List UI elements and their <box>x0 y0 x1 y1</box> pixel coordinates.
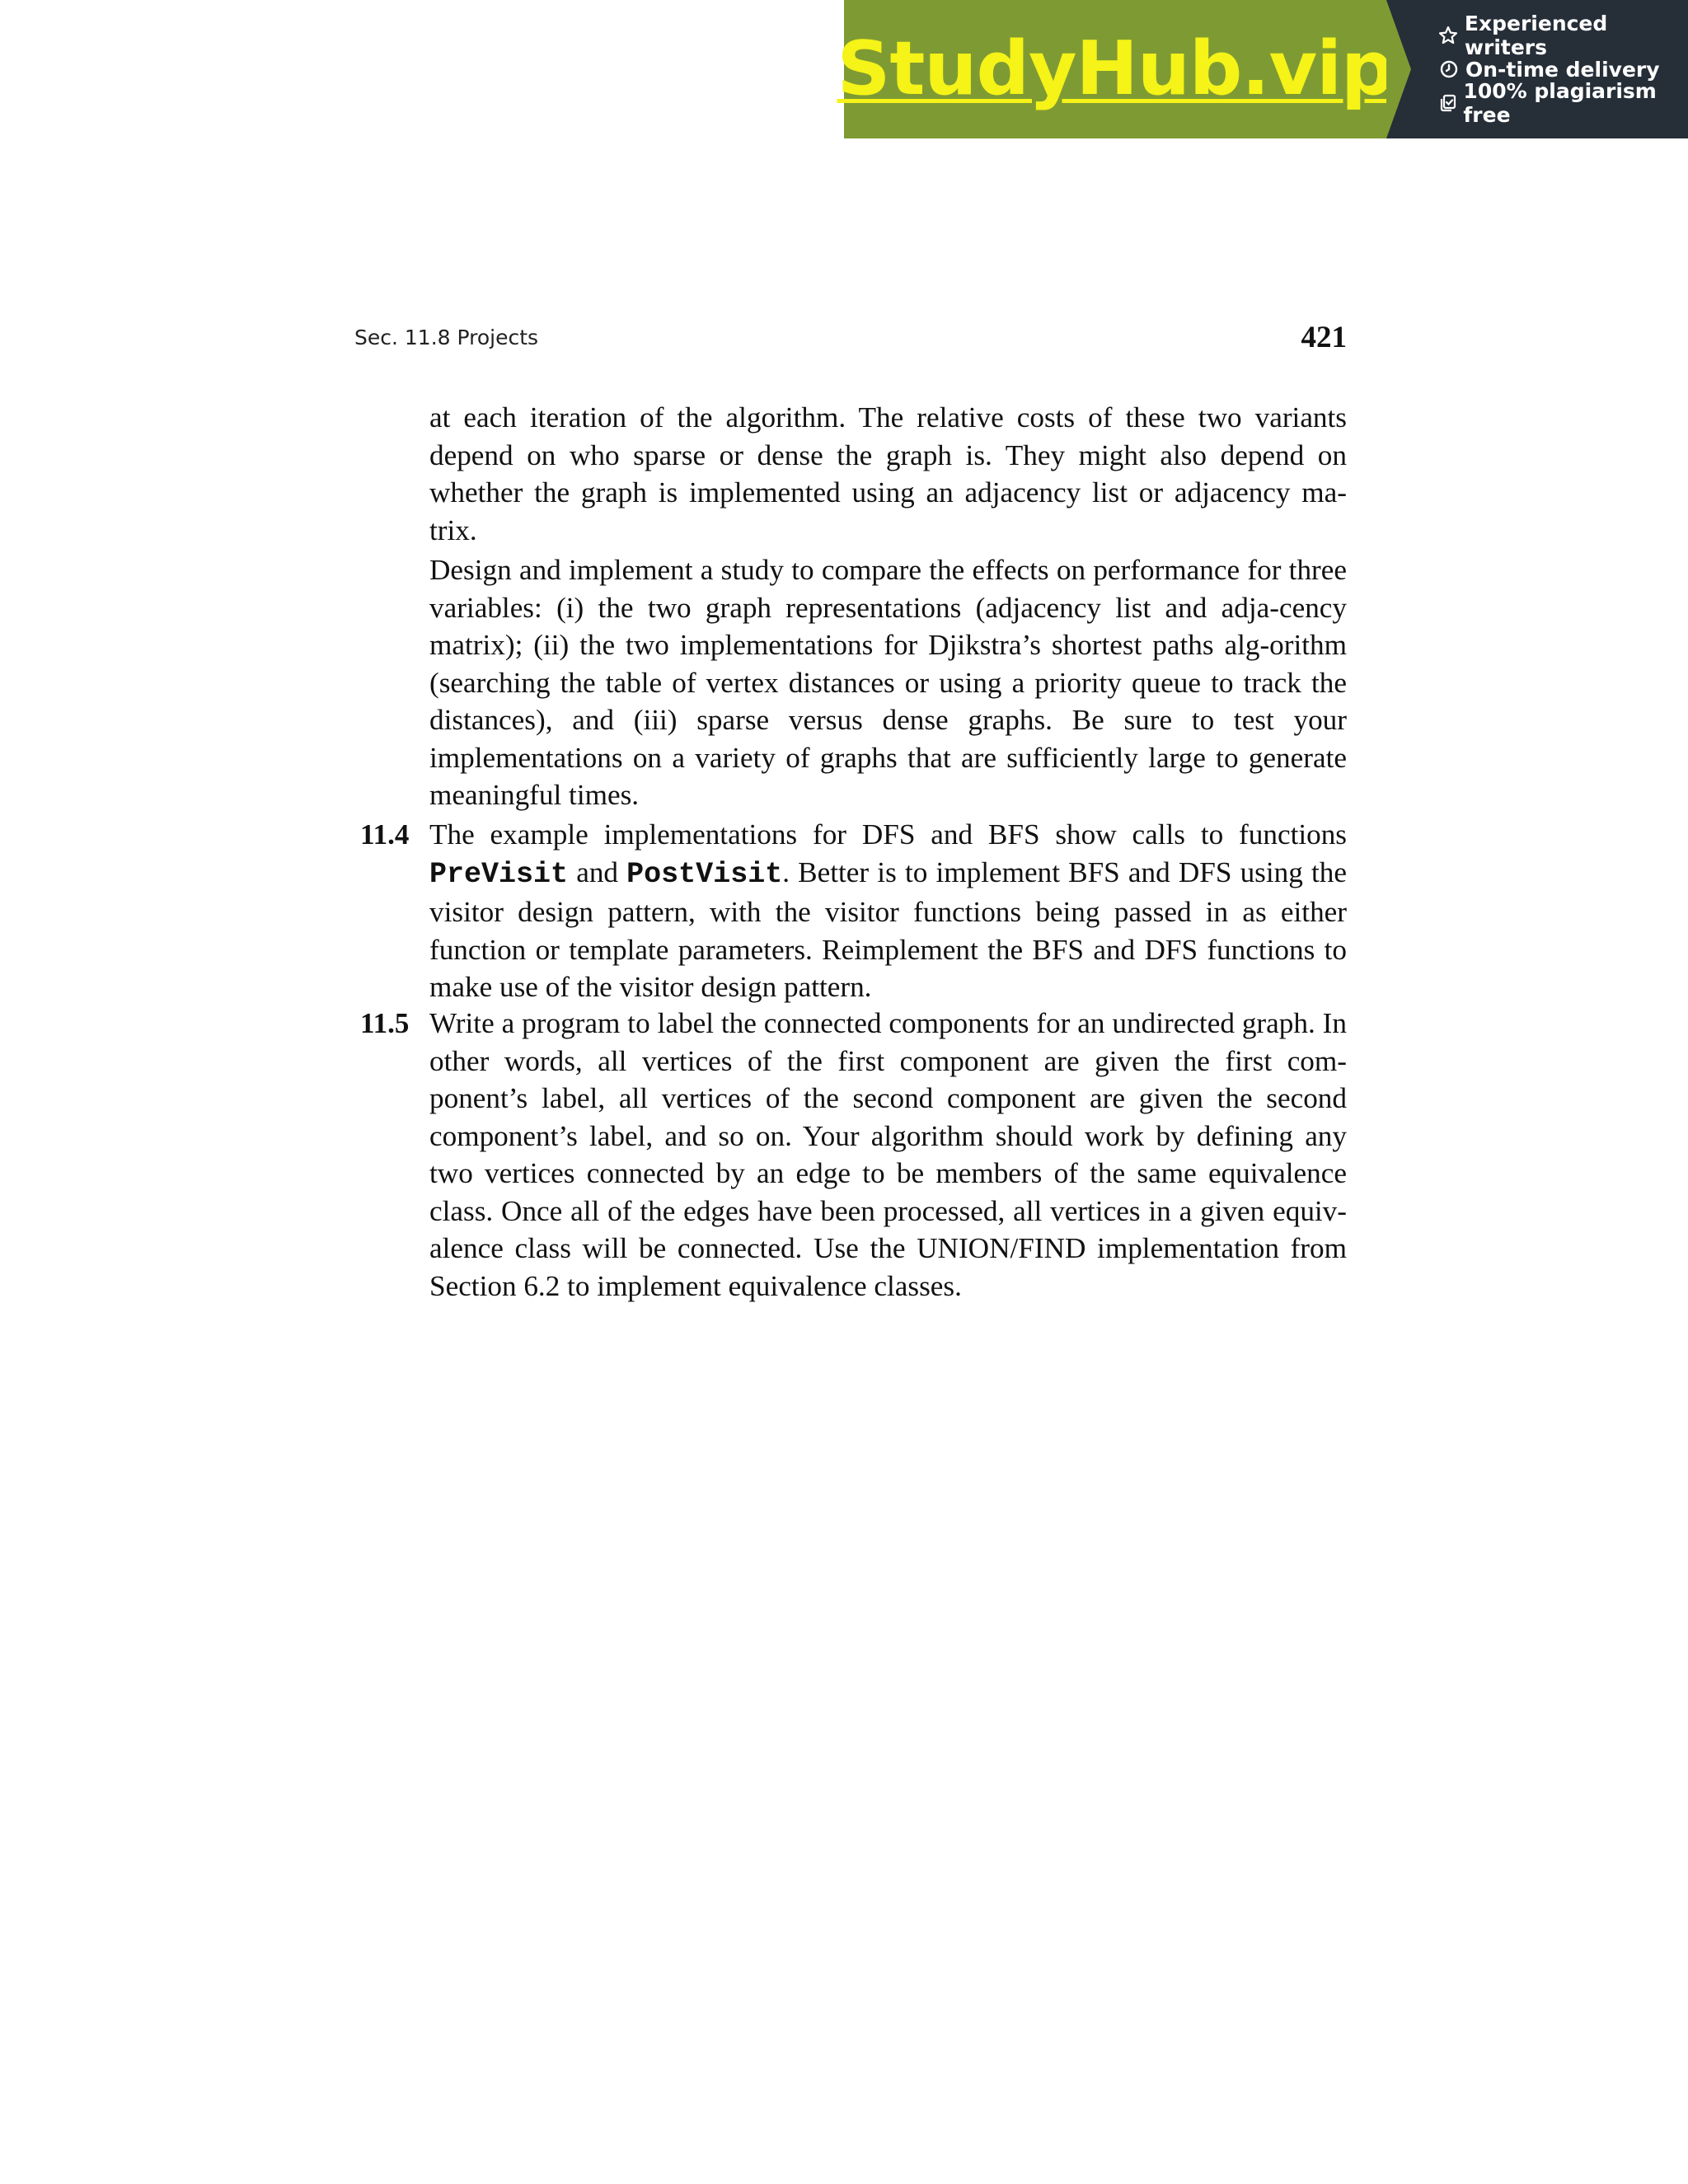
paragraph: Design and implement a study to compare the effects on performance for three variables: (i) the two graph representations (adjacency list and adja-cency matrix); (ii) the two implementations for Djikstra’s shortest paths alg-orithm (searching the table of vertex distances or using a priority queue to track the distances), and (iii) sparse versus dense graphs. Be sure to test your implementations on a variety of graphs that are sufficiently large to generate meaningful times. <box>429 554 1347 811</box>
studyhub-banner[interactable] <box>837 0 1688 138</box>
feature-label: On-time delivery <box>1465 57 1660 82</box>
code-previsit: PreVisit <box>429 857 569 891</box>
feature-label: 100% plagiarism free <box>1463 79 1657 127</box>
section-reference: Sec. 11.8 Projects <box>354 326 539 349</box>
exercise-text <box>429 816 1347 1006</box>
exercise-number: 11.4 <box>360 818 410 851</box>
paragraph: at each iteration of the algorithm. The relative costs of these two variants depend on who sparse or dense the graph is. They might also depend on whether the graph is implemented using an adjacency list or adjacency ma-trix. <box>429 401 1347 546</box>
text-segment: and <box>568 855 627 888</box>
clock-icon <box>1437 58 1461 81</box>
copy-check-icon <box>1437 91 1458 115</box>
feature-item <box>1437 79 1688 127</box>
brand-logo: StudyHub.vip <box>837 26 1394 112</box>
code-postvisit: PostVisit <box>626 857 783 891</box>
brand-panel <box>837 0 1394 138</box>
star-outline-icon <box>1437 24 1460 47</box>
running-head <box>354 320 1347 353</box>
features-panel <box>1386 0 1688 138</box>
exercise-number: 11.5 <box>360 1007 410 1039</box>
feature-label: Experienced writers <box>1464 12 1608 59</box>
exercise-text: Write a program to label the connected components for an undirected graph. In other words, all vertices of the first component are given the first com-ponent’s label, all vertices of the second component are given the second component’s label, and so on. Your algorithm should work by defining any two vertices connected by an edge to be members of the same equivalence class. Once all of the edges have been processed, all vertices in a given equiv-alence class will be connected. Use the UNION/FIND implementation from Section 6.2 to implement equivalence classes. <box>429 1007 1347 1302</box>
text-segment: The example implementations for DFS and BFS show calls to functions <box>429 818 1347 851</box>
text-segment: . Better is to implement BFS and DFS using the visitor design pattern, with the visitor functions being passed in as either function or template parameters. Reimplement the BFS and DFS functions to make use of the visitor design pattern. <box>429 855 1347 1003</box>
feature-item <box>1437 12 1688 59</box>
page-number: 421 <box>1301 321 1347 354</box>
continuation-block <box>429 399 1347 814</box>
